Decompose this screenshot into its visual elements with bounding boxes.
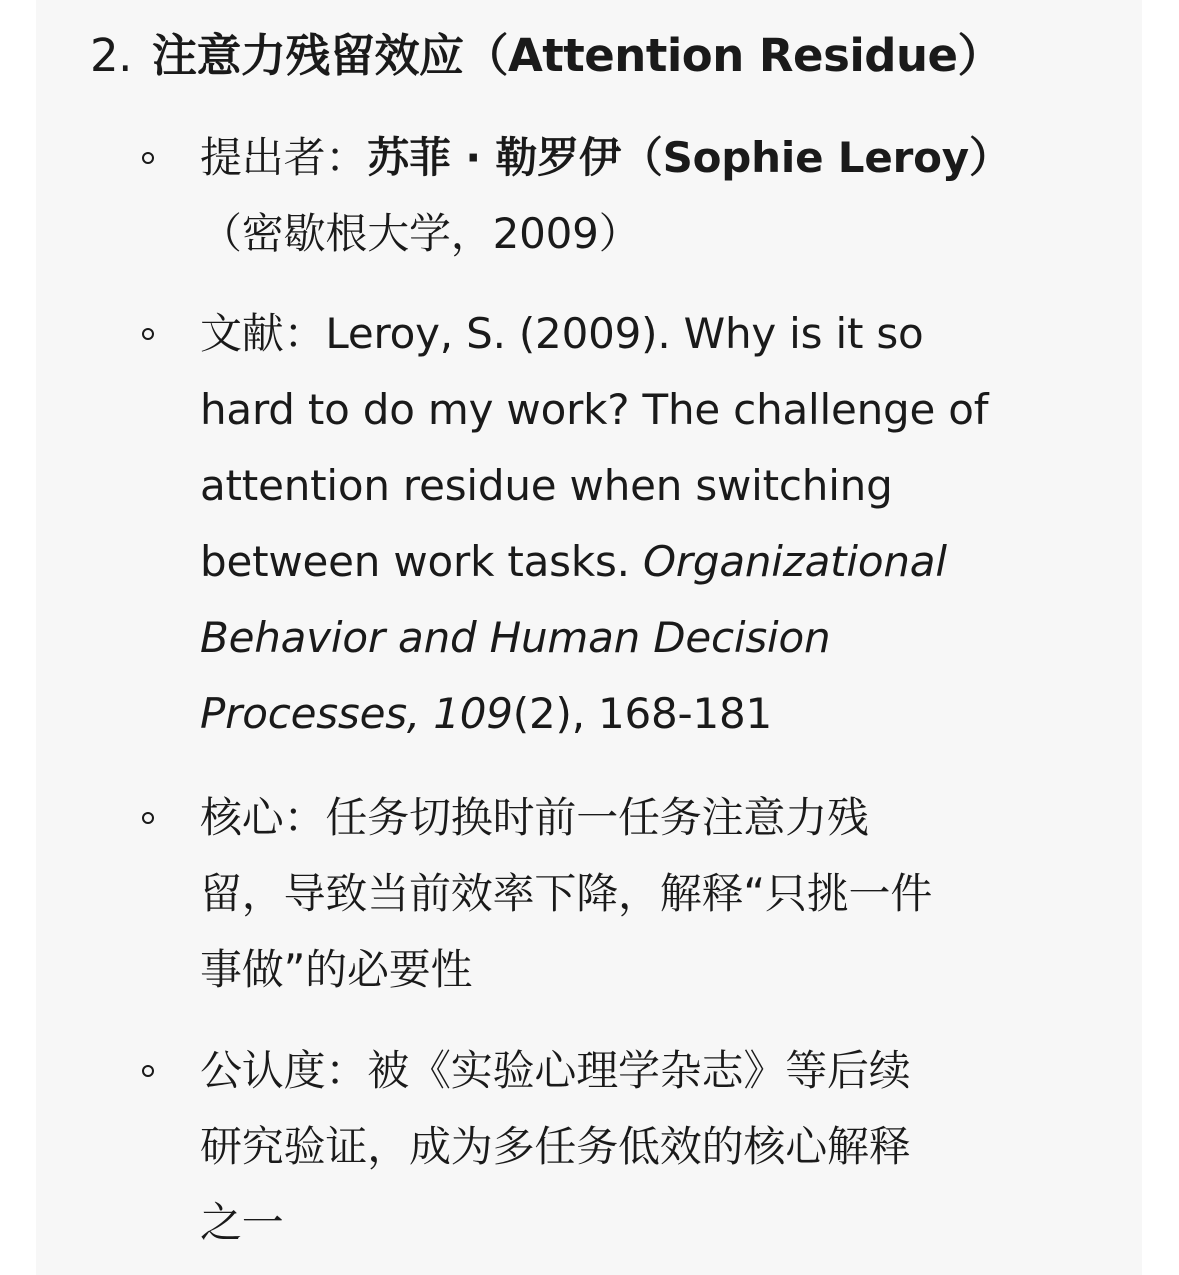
proposer-text: [200, 120, 1100, 272]
core-line-3: 事做”的必要性: [200, 945, 473, 994]
journal-name-part-2: Behavior and Human Decision: [200, 613, 831, 662]
core-line-2: 留，导致当前效率下降，解释“只挑一件: [200, 869, 933, 918]
hollow-bullet-icon: [142, 1065, 154, 1077]
recognition-line-1: 被《实验心理学杂志》等后续: [367, 1046, 911, 1095]
core-text: [200, 780, 1100, 1008]
hollow-bullet-icon: [142, 328, 154, 340]
core-line-1: 任务切换时前一任务注意力残: [325, 793, 869, 842]
journal-volume: 109: [433, 689, 513, 738]
journal-issue-pages: (2), 168-181: [512, 689, 773, 738]
journal-name-part-1: Organizational: [642, 537, 947, 586]
proposer-affiliation: （密歇根大学，2009）: [200, 209, 641, 258]
hollow-bullet-icon: [142, 152, 154, 164]
journal-name-part-3: Processes,: [200, 689, 421, 738]
recognition-text: [200, 1033, 1100, 1261]
section-number: 2.: [90, 29, 132, 82]
proposer-name: 苏菲 · 勒罗伊（Sophie Leroy）: [367, 133, 1011, 182]
reference-line-1: Leroy, S. (2009). Why is it so: [325, 309, 924, 358]
reference-label: 文献：: [200, 309, 326, 358]
hollow-bullet-icon: [142, 812, 154, 824]
reference-line-4: between work tasks.: [200, 537, 630, 586]
reference-line-3: attention residue when switching: [200, 461, 893, 510]
proposer-label: 提出者：: [200, 133, 368, 182]
reference-line-2: hard to do my work? The challenge of: [200, 385, 989, 434]
recognition-line-3: 之一: [200, 1198, 284, 1247]
recognition-label: 公认度：: [200, 1046, 368, 1095]
core-label: 核心：: [200, 793, 326, 842]
document-page: [36, 0, 1142, 1275]
reference-text: [200, 296, 1100, 752]
recognition-line-2: 研究验证，成为多任务低效的核心解释: [200, 1122, 911, 1171]
section-title: 注意力残留效应（Attention Residue）: [151, 29, 1003, 82]
section-heading: [90, 28, 1002, 84]
